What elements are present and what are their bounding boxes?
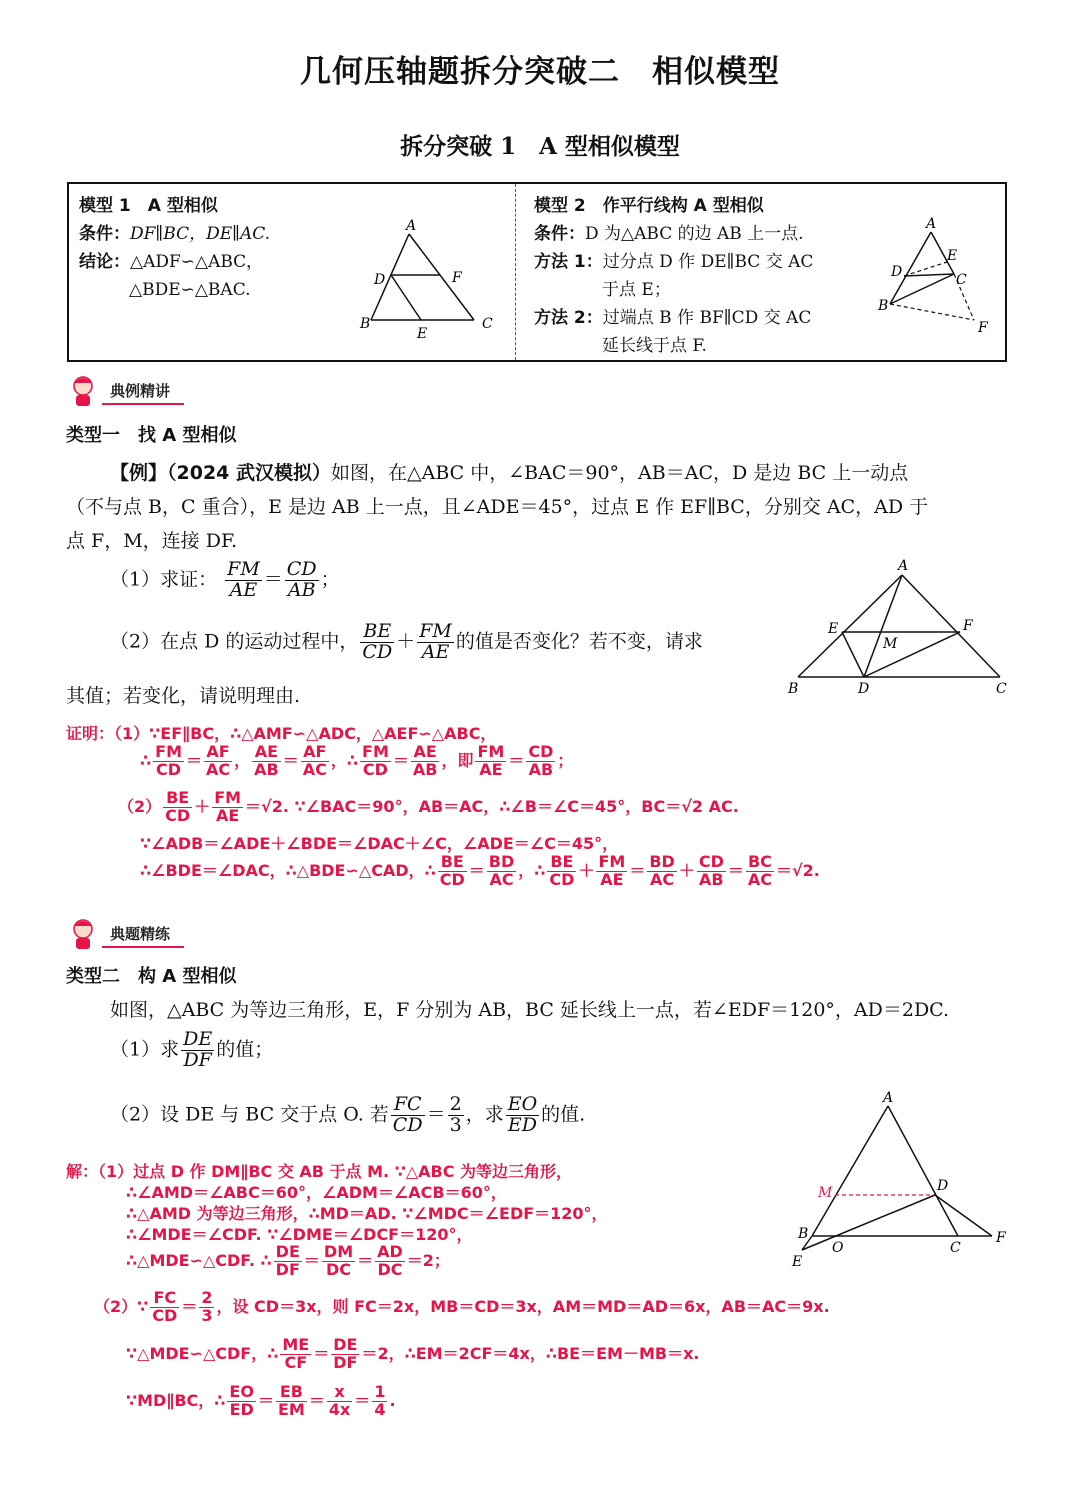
proof-line1: 证明：（1）∵EF∥BC，∴△AMF∽△ADC，△AEF∽△ABC， — [66, 724, 497, 743]
model2-figure — [874, 212, 1004, 342]
section-subtitle: 拆分突破 1 A 型相似模型 — [400, 133, 680, 160]
example-q1: （1）求证： $\frac{FM}{AE}$ ＝ $\frac{CD}{AB}$ ； — [110, 558, 340, 601]
solution-line8: ∵MD∥BC，∴ $\frac{EO}{ED}$ ＝ $\frac{EB}{EM}$ ＝ $\frac{x}{4x}$ ＝ $\frac{1}{4}$ . — [126, 1382, 396, 1419]
svg-text:C: C — [996, 681, 1007, 697]
ex-q2-prefix: （2）设 DE 与 BC 交于点 O. 若 — [110, 1103, 389, 1126]
example-line1: 如图，在△ABC 中，∠BAC＝90°，AB＝AC，D 是边 BC 上一动点 — [331, 462, 909, 484]
svg-text:B: B — [360, 316, 371, 332]
example-figure — [780, 555, 1020, 700]
model1-condition: DF∥BC，DE∥AC. — [130, 224, 271, 244]
example-q2: （2）在点 D 的运动过程中， $\frac{BE}{CD}$ ＋ $\frac{FM}{AE}$ 的值是否变化？若不变，请求 — [110, 620, 703, 663]
solution-line8-prefix: ∵MD∥BC，∴ — [126, 1390, 226, 1410]
model2-method2-line2: 延长线于点 F. — [602, 336, 707, 356]
proof-line2: ∴ $\frac{FM}{CD}$ ＝ $\frac{AF}{AC}$ ， $\frac{AE}{AB}$ ＝ $\frac{AF}{AC}$ ，∴ $\frac{FM}{CD}$ ＝ $\frac{AE}{AB}$ ，即 $\frac{FM}{AE}$ ＝ $\frac{CD}{AB}$ ； — [140, 742, 574, 779]
model1-condition-label: 条件： — [79, 224, 130, 244]
model2-condition-label: 条件： — [534, 224, 585, 244]
solution-line5: ∴△MDE∽△CDF. ∴ $\frac{DE}{DF}$ ＝ $\frac{DM}{DC}$ ＝ $\frac{AD}{DC}$ ＝2； — [126, 1242, 450, 1279]
model-box — [67, 182, 1007, 362]
cartoon-icon — [66, 373, 102, 407]
svg-text:F: F — [996, 1230, 1006, 1246]
badge-example-label: 典例精讲 — [102, 379, 184, 405]
page-title: 几何压轴题拆分突破二 相似模型 — [300, 54, 780, 90]
svg-text:A: A — [926, 216, 937, 232]
type2-heading: 类型二 构 A 型相似 — [66, 966, 237, 987]
m1-line-de — [391, 275, 421, 320]
svg-text:B: B — [788, 681, 799, 697]
ex-q2-suffix: 的值. — [541, 1103, 586, 1126]
svg-text:A: A — [883, 1090, 894, 1106]
proof-line4: ∵∠ADB＝∠ADE＋∠BDE＝∠DAC＋∠C，∠ADE＝∠C＝45°， — [140, 834, 619, 853]
example-text — [66, 456, 1016, 558]
ex-q2-mid: ，求 — [465, 1103, 504, 1126]
svg-text:O: O — [832, 1240, 844, 1256]
example-line2: （不与点 B，C 重合），E 是边 AB 上一点，且∠ADE＝45°，过点 E 作 EF∥BC，分别交 AC，AD 于 — [66, 496, 929, 518]
model1-figure — [354, 212, 504, 342]
proof-line3-text: ＝√2. ∵∠BAC＝90°，AB＝AC，∴∠B＝∠C＝45°，BC＝√2 AC. — [245, 796, 739, 816]
svg-text:F: F — [978, 320, 988, 336]
solution-line7-suffix: ＝2，∴EM＝2CF＝4x，∴BE＝EM－MB＝x. — [361, 1343, 700, 1363]
model2-method1-label: 方法 1： — [534, 252, 603, 272]
exercise-figure — [780, 1088, 1020, 1273]
box-divider — [515, 184, 516, 360]
q2-suffix: 的值是否变化？若不变，请求 — [455, 630, 703, 653]
solution-line6: （2）∵ $\frac{FC}{CD}$ ＝ $\frac{2}{3}$ ，设 CD＝3x，则 FC＝2x，MB＝CD＝3x，AM＝MD＝AD＝6x，AB＝AC＝9x. — [94, 1288, 830, 1325]
svg-text:M: M — [883, 636, 898, 652]
solution-line6-suffix: ，设 CD＝3x，则 FC＝2x，MB＝CD＝3x，AM＝MD＝AD＝6x，AB＝AC＝9x. — [216, 1296, 830, 1316]
svg-text:E: E — [828, 621, 839, 637]
svg-text:B: B — [878, 298, 889, 314]
proof-line3: （2） $\frac{BE}{CD}$ ＋ $\frac{FM}{AE}$ ＝√2. ∵∠BAC＝90°，AB＝AC，∴∠B＝∠C＝45°，BC＝√2 AC. — [118, 788, 739, 825]
q2-prefix: （2）在点 D 的运动过程中， — [110, 630, 359, 653]
svg-text:D: D — [937, 1178, 949, 1194]
solution-line7: ∵△MDE∽△CDF，∴ $\frac{ME}{CF}$ ＝ $\frac{DE}{DF}$ ＝2，∴EM＝2CF＝4x，∴BE＝EM－MB＝x. — [126, 1335, 700, 1372]
svg-text:C: C — [950, 1240, 961, 1256]
proof-line5: ∴∠BDE＝∠DAC，∴△BDE∽△CAD，∴ $\frac{BE}{CD}$ ＝ $\frac{BD}{AC}$ ，∴ $\frac{BE}{CD}$ ＋ $\frac{FM}{AE}$ ＝ $\frac{BD}{AC}$ ＋ $\frac{CD}{AB}$ ＝ $\frac{BC}{AC}$ ＝√2. — [140, 852, 820, 889]
svg-text:M: M — [818, 1185, 833, 1201]
q2-line2: 其值；若变化，请说明理由. — [66, 685, 301, 707]
m1-line-ac — [409, 234, 474, 320]
svg-text:C: C — [482, 316, 493, 332]
solution-line5-text: ∴△MDE∽△CDF. ∴ — [126, 1250, 272, 1270]
badge-example — [66, 373, 246, 401]
solution-line6-prefix: （2）∵ — [94, 1296, 149, 1316]
cartoon-icon — [66, 916, 102, 950]
svg-text:F: F — [452, 270, 462, 286]
svg-text:E: E — [417, 326, 428, 342]
proof-line5-text: ∴∠BDE＝∠DAC，∴△BDE∽△CAD，∴ — [140, 860, 436, 880]
svg-text:D: D — [858, 681, 870, 697]
solution-line3: ∴△AMD 为等边三角形，∴MD＝AD. ∵∠MDC＝∠EDF＝120°， — [126, 1204, 608, 1223]
model2-method2-label: 方法 2： — [534, 308, 603, 328]
exercise-q1: （1）求 $\frac{DE}{DF}$ 的值； — [110, 1028, 274, 1071]
model2-method2-line1: 过端点 B 作 BF∥CD 交 AC — [602, 308, 812, 328]
svg-text:C: C — [956, 272, 967, 288]
ex-q1-prefix: （1）求 — [110, 1038, 180, 1061]
ex-q1-suffix: 的值； — [216, 1038, 274, 1061]
model2-method1-line1: 过分点 D 作 DE∥BC 交 AC — [602, 252, 814, 272]
exercise-q2: （2）设 DE 与 BC 交于点 O. 若 $\frac{FC}{CD}$ ＝ $\frac{2}{3}$ ，求 $\frac{EO}{ED}$ 的值. — [110, 1093, 586, 1136]
svg-text:D: D — [891, 264, 903, 280]
model1-heading: 模型 1 A 型相似 — [79, 196, 218, 216]
model1-conclusion2: △BDE∽△BAC. — [129, 280, 251, 300]
model2-condition: D 为△ABC 的边 AB 上一点. — [585, 224, 804, 244]
solution-line1: 解：（1）过点 D 作 DM∥BC 交 AB 于点 M. ∵△ABC 为等边三角形， — [66, 1162, 573, 1181]
svg-text:D: D — [374, 272, 386, 288]
svg-text:A: A — [406, 218, 417, 234]
model1-conclusion1: △ADF∽△ABC， — [130, 252, 264, 272]
model2-heading: 模型 2 作平行线构 A 型相似 — [534, 196, 764, 216]
example-source: （2024 武汉模拟） — [167, 462, 332, 484]
solution-line4: ∴∠MDE＝∠CDF. ∵∠DME＝∠DCF＝120°， — [126, 1225, 473, 1244]
exercise-line1: 如图，△ABC 为等边三角形，E，F 分别为 AB，BC 延长线上一点，若∠EDF＝120°，AD＝2DC. — [110, 999, 950, 1021]
example-tag: 【例】 — [110, 462, 168, 484]
model1-text — [79, 192, 270, 304]
svg-text:A: A — [898, 558, 909, 574]
svg-text:B: B — [798, 1226, 809, 1242]
model1-conclusion-label: 结论： — [79, 252, 130, 272]
type1-heading: 类型一 找 A 型相似 — [66, 425, 237, 446]
svg-text:E: E — [947, 248, 958, 264]
model2-text — [534, 192, 813, 360]
svg-text:E: E — [792, 1254, 803, 1270]
example-line3: 点 F，M，连接 DF. — [66, 530, 238, 552]
q1-prefix: （1）求证： — [110, 568, 218, 591]
badge-exercise-label: 典题精练 — [102, 922, 184, 948]
badge-exercise — [66, 916, 246, 944]
solution-line7-prefix: ∵△MDE∽△CDF，∴ — [126, 1343, 279, 1363]
svg-text:F: F — [963, 618, 973, 634]
model2-method1-line2: 于点 E； — [602, 280, 671, 300]
solution-line2: ∴∠AMD＝∠ABC＝60°，∠ADM＝∠ACB＝60°， — [126, 1183, 507, 1202]
